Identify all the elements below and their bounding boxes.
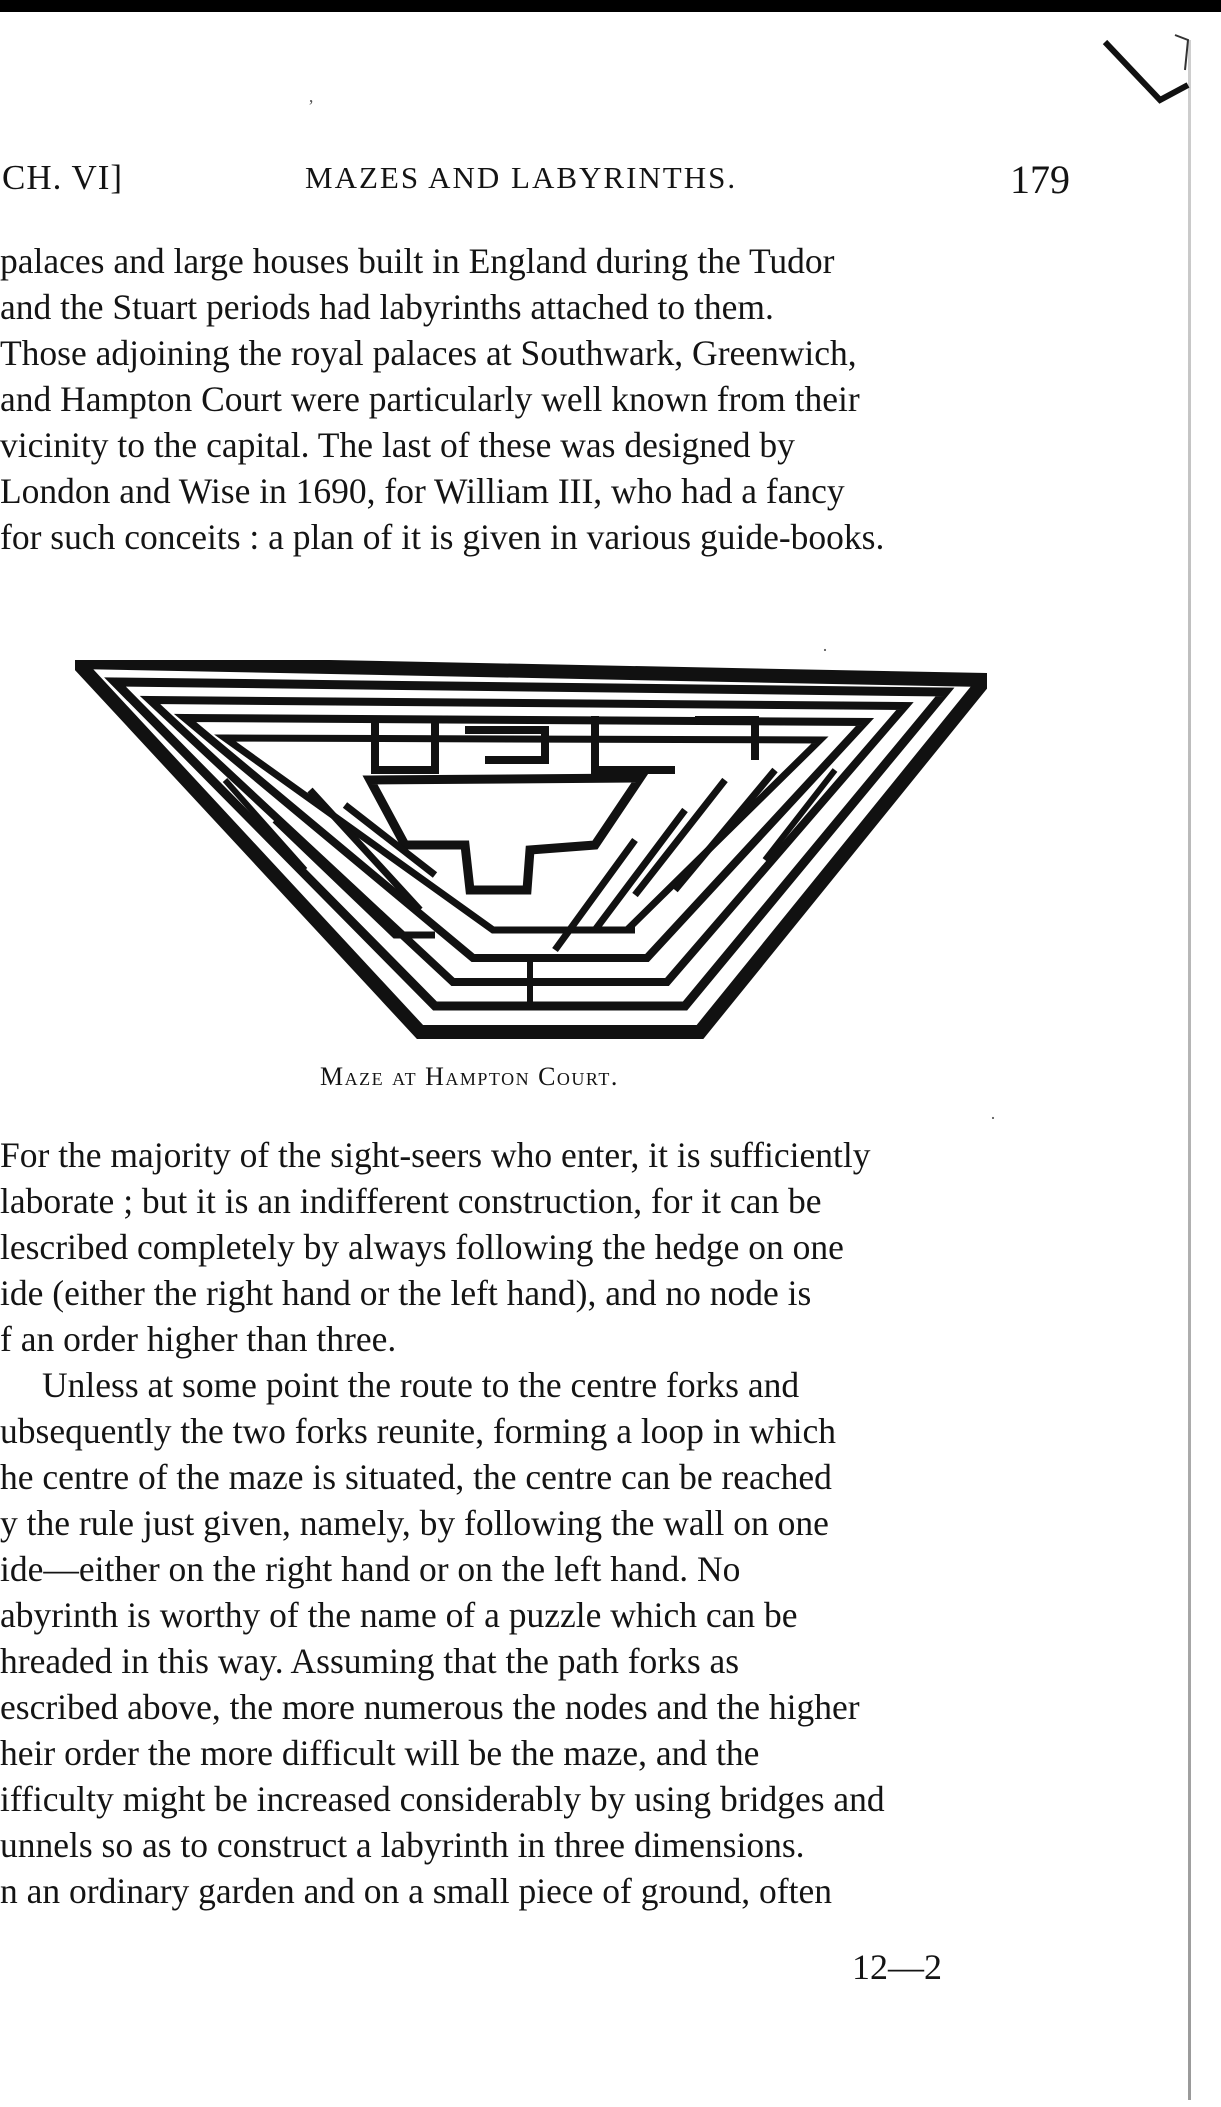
text-line: ide (either the right hand or the left hand), and no node is [0,1273,812,1313]
text-line: For the majority of the sight-seers who enter, it is sufficiently [0,1135,871,1175]
scan-top-edge [0,0,1221,12]
text-line: vicinity to the capital. The last of these was designed by [0,425,795,465]
stray-mark: ʼ [308,96,314,116]
text-line: heir order the more difficult will be the maze, and the [0,1733,760,1773]
text-line: and Hampton Court were particularly well known from their [0,379,860,419]
stray-mark: · [822,640,828,660]
signature-mark: 12—2 [852,1947,942,1987]
paragraph-2 [0,1132,1060,1914]
text-line: escribed above, the more numerous the nodes and the higher [0,1687,860,1727]
page-corner-fold [1100,30,1190,120]
text-line: abyrinth is worthy of the name of a puzzle which can be [0,1595,798,1635]
text-line: he centre of the maze is situated, the centre can be reached [0,1457,832,1497]
text-line: ifficulty might be increased considerably by using bridges and [0,1779,885,1819]
page-right-edge [1188,40,1191,2100]
text-line: unnels so as to construct a labyrinth in three dimensions. [0,1825,805,1865]
text-line: for such conceits : a plan of it is given in various guide-books. [0,517,885,557]
stray-mark: · [990,1108,996,1128]
text-line: hreaded in this way. Assuming that the path forks as [0,1641,740,1681]
text-line: f an order higher than three. [0,1319,397,1359]
chapter-label: CH. VI] [2,158,124,197]
text-line: Those adjoining the royal palaces at Southwark, Greenwich, [0,333,857,373]
text-line: palaces and large houses built in England during the Tudor [0,241,835,281]
text-line: ubsequently the two forks reunite, forming a loop in which [0,1411,837,1451]
text-line: laborate ; but it is an indifferent construction, for it can be [0,1181,822,1221]
running-title: MAZES AND LABYRINTHS. [305,160,738,195]
paragraph-1 [0,238,1060,560]
text-line: Unless at some point the route to the centre forks and [42,1365,800,1405]
text-line: y the rule just given, namely, by following the wall on one [0,1503,829,1543]
maze-illustration [75,660,987,1040]
text-line: n an ordinary garden and on a small piece of ground, often [0,1871,832,1911]
page-number: 179 [1010,157,1070,202]
figure-caption: Maze at Hampton Court. [320,1062,619,1091]
text-line: lescribed completely by always following the hedge on one [0,1227,844,1267]
text-line: ide—either on the right hand or on the left hand. No [0,1549,741,1589]
text-line: London and Wise in 1690, for William III, who had a fancy [0,471,845,511]
text-line: and the Stuart periods had labyrinths attached to them. [0,287,774,327]
running-head [0,158,1070,208]
